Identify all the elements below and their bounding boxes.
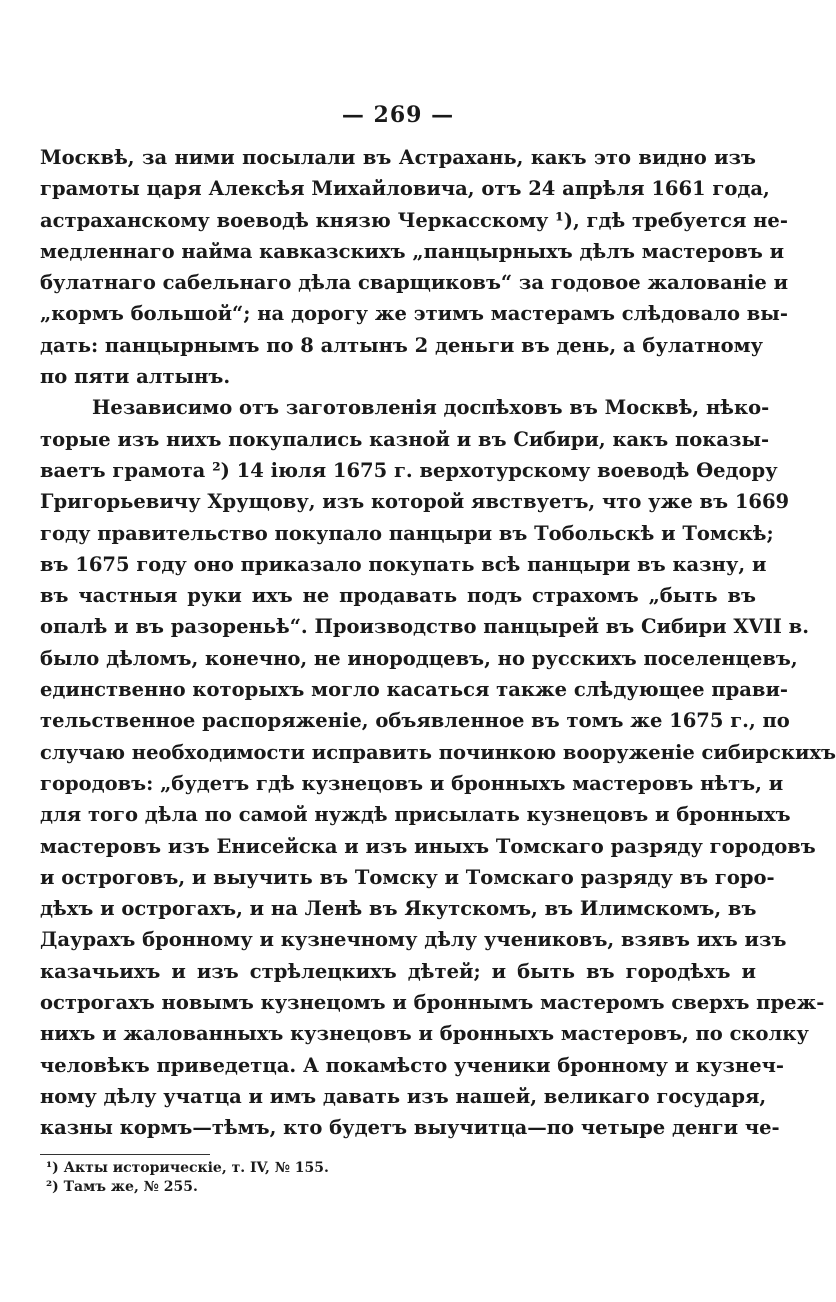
footnote-divider — [40, 1154, 210, 1155]
text-line: астраханскому воеводѣ князю Черкасскому ¹), гдѣ требуется не- — [40, 208, 788, 232]
page-number: — 269 — — [341, 102, 455, 128]
footnote-1: ¹) Акты историческіе, т. IV, № 155. — [46, 1159, 329, 1176]
text-line: Даурахъ бронному и кузнечному дѣлу учениковъ, взявъ ихъ изъ — [40, 928, 787, 952]
text-line: казачьихъ и изъ стрѣлецкихъ дѣтей; и быть въ городѣхъ и — [40, 959, 756, 983]
text-line: ваетъ грамота ²) 14 іюля 1675 г. верхотурскому воеводѣ Ѳедору — [40, 458, 778, 482]
text-line: опалѣ и въ разореньѣ“. Производство панцырей въ Сибири XVII в. — [40, 615, 809, 639]
body-text — [40, 142, 836, 1144]
text-line: Григорьевичу Хрущову, изъ которой явствуетъ, что уже въ 1669 — [40, 490, 790, 514]
text-line: городовъ: „будетъ гдѣ кузнецовъ и бронныхъ мастеровъ нѣтъ, и — [40, 771, 784, 795]
text-line: острогахъ новымъ кузнецомъ и броннымъ мастеромъ сверхъ преж- — [40, 991, 825, 1015]
text-line: торые изъ нихъ покупались казной и въ Сибири, какъ показы- — [40, 427, 770, 451]
text-line: дѣхъ и острогахъ, и на Ленѣ въ Якутскомъ, въ Илимскомъ, въ — [40, 897, 757, 921]
text-line: и остроговъ, и выучить въ Томску и Томскаго разряду въ горо- — [40, 865, 775, 889]
text-line: въ частныя руки ихъ не продавать подъ страхомъ „быть въ — [40, 584, 756, 608]
text-line: „кормъ большой“; на дорогу же этимъ мастерамъ слѣдовало вы- — [40, 302, 788, 326]
text-line: Независимо отъ заготовленія доспѣховъ въ Москвѣ, нѣко- — [92, 396, 770, 420]
text-line: человѣкъ приведетца. А покамѣсто ученики бронному и кузнеч- — [40, 1053, 784, 1077]
text-line: единственно которыхъ могло касаться также слѣдующее прави- — [40, 678, 789, 702]
paragraph-2 — [40, 392, 836, 1143]
document-page — [40, 100, 836, 1197]
text-line: нихъ и жалованныхъ кузнецовъ и бронныхъ мастеровъ, по сколку — [40, 1022, 809, 1046]
text-line: булатнаго сабельнаго дѣла сварщиковъ“ за годовое жалованіе и — [40, 271, 789, 295]
footnotes — [40, 1159, 756, 1197]
text-line: году правительство покупало панцыри въ Тобольскѣ и Томскѣ; — [40, 521, 774, 545]
text-line: казны кормъ—тѣмъ, кто будетъ выучитца—по четыре денги че- — [40, 1116, 780, 1140]
text-line: медленнаго найма кавказскихъ „панцырныхъ дѣлъ мастеровъ и — [40, 239, 785, 263]
text-line: по пяти алтынъ. — [40, 365, 231, 389]
text-line: въ 1675 году оно приказало покупать всѣ панцыри въ казну, и — [40, 552, 767, 576]
text-line: тельственное распоряженіе, объявленное въ томъ же 1675 г., по — [40, 709, 790, 733]
footnote-2: ²) Тамъ же, № 255. — [46, 1178, 198, 1195]
text-line: грамоты царя Алексѣя Михайловича, отъ 24 апрѣля 1661 года, — [40, 177, 770, 201]
text-line: ному дѣлу учатца и имъ давать изъ нашей, великаго государя, — [40, 1084, 767, 1108]
paragraph-1 — [40, 142, 789, 392]
text-line: для того дѣла по самой нуждѣ присылать кузнецовъ и бронныхъ — [40, 803, 791, 827]
text-line: было дѣломъ, конечно, не инородцевъ, но русскихъ поселенцевъ, — [40, 646, 798, 670]
text-line: Москвѣ, за ними посылали въ Астрахань, какъ это видно изъ — [40, 146, 756, 169]
text-line: мастеровъ изъ Енисейска и изъ иныхъ Томскаго разряду городовъ — [40, 834, 816, 858]
text-line: случаю необходимости исправить починкою вооруженіе сибирскихъ — [40, 740, 836, 764]
text-line: дать: панцырнымъ по 8 алтынъ 2 деньги въ день, а булатному — [40, 333, 764, 357]
